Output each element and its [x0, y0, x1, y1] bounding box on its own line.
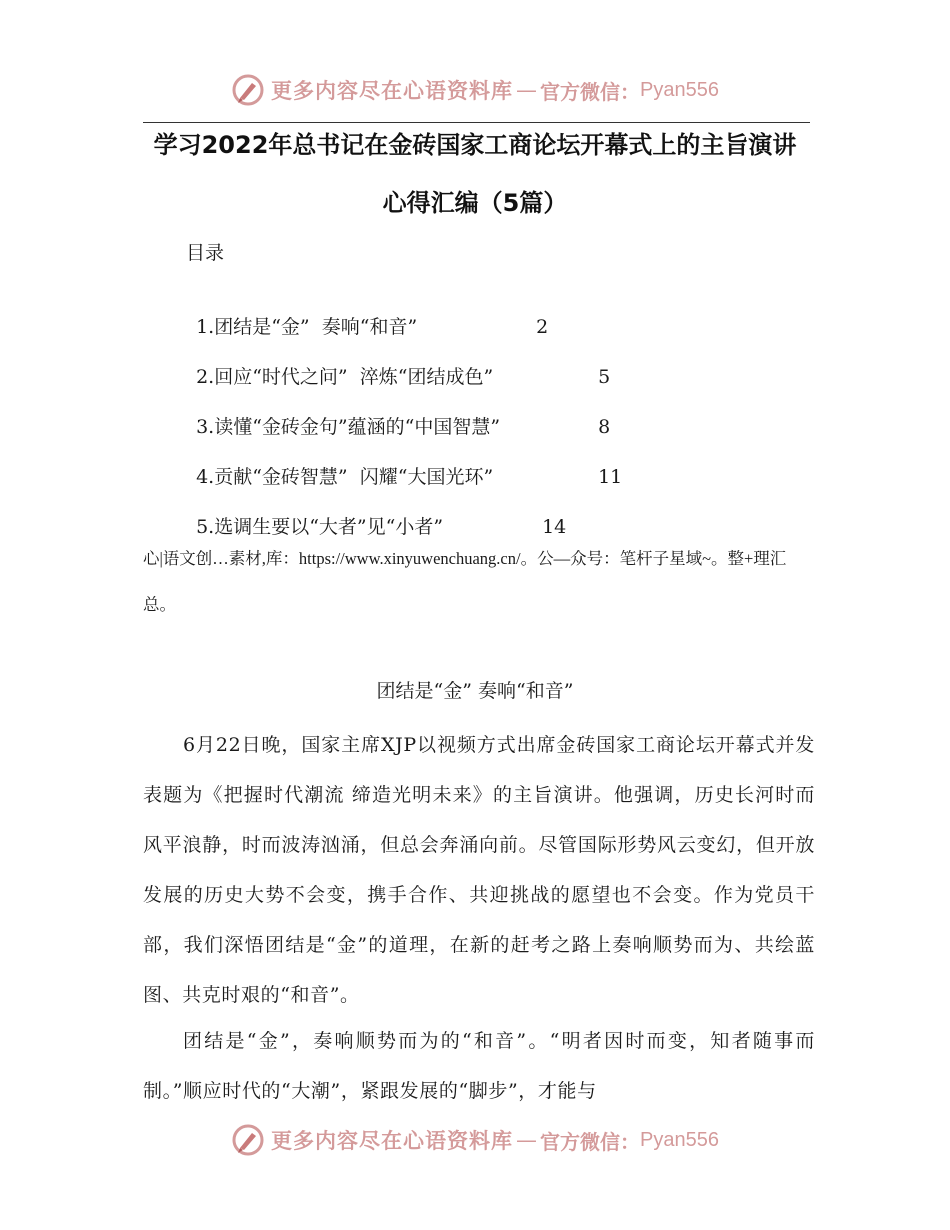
toc-item-label: 3.读懂“金砖金句”蕴涵的“中国智慧”: [196, 416, 501, 438]
watermark-wechat-id: Pyan556: [640, 1128, 719, 1151]
document-title-line1: 学习2022年总书记在金砖国家工商论坛开幕式上的主旨演讲: [153, 131, 797, 159]
pen-nib-logo-icon: [231, 73, 265, 107]
watermark-official-text: 官方微信：: [540, 1129, 641, 1154]
toc-item[interactable]: [184, 340, 610, 389]
toc-item-label: 1.团结是“金” 奏响“和音”: [196, 316, 418, 338]
source-note: 心|语文创…素材,库：https://www.xinyuwenchuang.cn/。公—众号：笔杆子星域~。整+理汇总。: [143, 549, 787, 614]
toc-item-label: 2.回应“时代之问” 淬炼“团结成色”: [196, 366, 494, 388]
watermark-dash: —: [516, 78, 538, 102]
toc-item[interactable]: [184, 390, 610, 439]
toc-item-label: 5.选调生要以“大者”见“小者”: [196, 516, 444, 538]
section-heading: 团结是“金” 奏响“和音”: [376, 680, 574, 702]
toc-item-label: 4.贡献“金砖智慧” 闪耀“大国光环”: [196, 466, 494, 488]
watermark-banner-bottom: [0, 1120, 950, 1160]
header-rule: [143, 122, 810, 123]
body-paragraph: 团结是“金”，奏响顺势而为的“和音”。“明者因时而变，知者随事而制。”顺应时代的“大潮”，紧跟发展的“脚步”，才能与: [143, 1030, 815, 1102]
toc-heading: 目录: [186, 242, 225, 264]
toc-item[interactable]: [184, 290, 548, 339]
watermark-wechat-id: Pyan556: [640, 78, 719, 101]
body-paragraph: 6月22日晚，国家主席XJP以视频方式出席金砖国家工商论坛开幕式并发表题为《把握时代潮流 缔造光明未来》的主旨演讲。他强调，历史长河时而风平浪静，时而波涛汹涌，但总会奔涌向前。尽管国际形势风云变幻，但开放发展的历史大势不会变，携手合作、共迎挑战的愿望也不会变。作为党员干部，我们深悟团结是“金”的道理，在新的赶考之路上奏响顺势而为、共绘蓝图、共克时艰的“和音”。: [143, 734, 815, 1006]
watermark-dash: —: [516, 1128, 538, 1152]
watermark-main-text: 更多内容尽在心语资料库: [271, 79, 514, 103]
document-title-line2: 心得汇编（5篇）: [382, 189, 568, 217]
toc-item-page: 2: [536, 316, 549, 338]
watermark-main-text: 更多内容尽在心语资料库: [271, 1129, 514, 1153]
toc-item-page: 5: [598, 366, 611, 388]
toc-item-page: 11: [598, 466, 623, 488]
toc-item-page: 8: [598, 416, 611, 438]
watermark-official-text: 官方微信：: [540, 79, 641, 104]
toc-item[interactable]: [184, 440, 622, 489]
toc-item[interactable]: [184, 490, 566, 539]
pen-nib-logo-icon: [231, 1123, 265, 1157]
toc-item-page: 14: [542, 516, 567, 538]
watermark-banner-top: [0, 70, 950, 110]
